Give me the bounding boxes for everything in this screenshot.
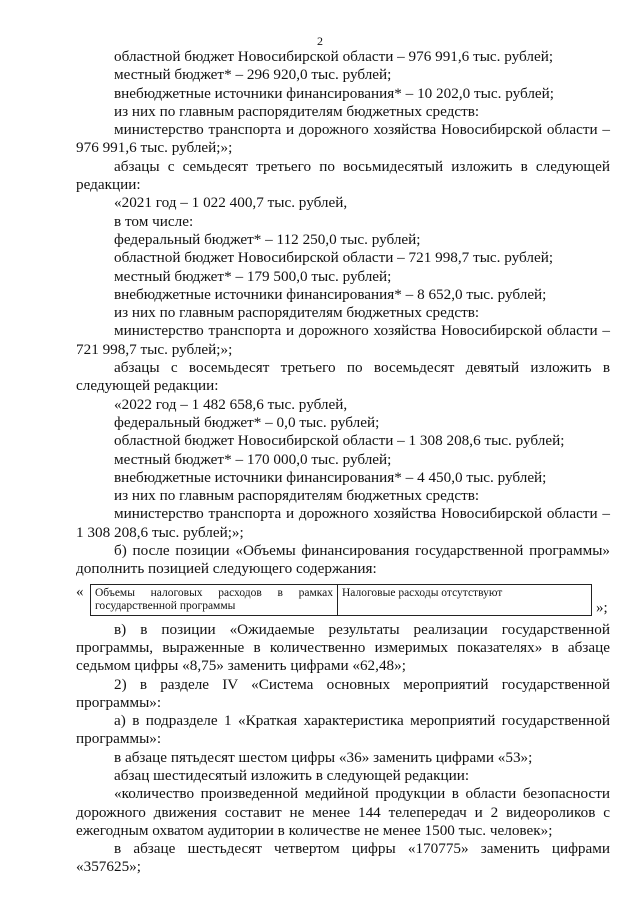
- paragraph: 2) в разделе IV «Система основных мероприятий государственной программы»:: [76, 675, 610, 711]
- inserted-table-row: [76, 584, 610, 616]
- close-quote: »;: [596, 599, 608, 616]
- paragraph: абзац шестидесятый изложить в следующей редакции:: [114, 766, 470, 784]
- paragraph: из них по главным распорядителям бюджетных средств:: [114, 102, 480, 120]
- page-number: 2: [317, 34, 323, 48]
- paragraph: из них по главным распорядителям бюджетных средств:: [114, 487, 480, 505]
- paragraph: б) после позиции «Объемы финансирования государственной программы» дополнить позицией следующего содержания:: [76, 542, 610, 578]
- paragraph: министерство транспорта и дорожного хозяйства Новосибирской области – 1 308 208,6 тыс. рублей;»;: [76, 505, 610, 541]
- paragraph: местный бюджет* – 170 000,0 тыс. рублей;: [114, 450, 392, 468]
- open-quote: «: [76, 583, 84, 600]
- paragraph: областной бюджет Новосибирской области – 976 991,6 тыс. рублей;: [114, 48, 554, 65]
- table-cell-label: Объемы налоговых расходов в рамках государственной программы: [91, 584, 338, 615]
- paragraph: «количество произведенной медийной продукции в области безопасности дорожного движения составит не менее 144 телепередач и 2 видеороликов с ежегодным охватом аудитории в количестве не менее 1500 тыс. человек»;: [76, 785, 610, 839]
- paragraph: в том числе:: [114, 212, 194, 230]
- paragraph: «2022 год – 1 482 658,6 тыс. рублей,: [114, 395, 348, 413]
- paragraph: местный бюджет* – 179 500,0 тыс. рублей;: [114, 267, 392, 285]
- paragraph: абзацы с восемьдесят третьего по восемьдесят девятый изложить в следующей редакции:: [76, 359, 610, 395]
- paragraph: областной бюджет Новосибирской области – 1 308 208,6 тыс. рублей;: [114, 432, 565, 450]
- paragraph: министерство транспорта и дорожного хозяйства Новосибирской области – 976 991,6 тыс. рублей;»;: [76, 121, 610, 157]
- paragraph: абзацы с семьдесят третьего по восьмидесятый изложить в следующей редакции:: [76, 157, 610, 194]
- paragraph: федеральный бюджет* – 0,0 тыс. рублей;: [114, 413, 380, 431]
- paragraph: областной бюджет Новосибирской области – 721 998,7 тыс. рублей;: [114, 249, 554, 267]
- paragraph: внебюджетные источники финансирования* – 10 202,0 тыс. рублей;: [114, 84, 554, 102]
- paragraph: внебюджетные источники финансирования* – 4 450,0 тыс. рублей;: [114, 468, 547, 486]
- paragraph: местный бюджет* – 296 920,0 тыс. рублей;: [114, 66, 392, 84]
- paragraph: в абзаце шестьдесят четвертом цифры «170775» заменить цифрами «357625»;: [76, 840, 610, 876]
- paragraph: «2021 год – 1 022 400,7 тыс. рублей,: [114, 194, 348, 212]
- paragraph: министерство транспорта и дорожного хозяйства Новосибирской области – 721 998,7 тыс. рублей;»;: [76, 322, 610, 358]
- paragraph: в) в позиции «Ожидаемые результаты реализации государственной программы, выраженные в количественно измеримых показателях» в абзаце седьмом цифры «8,75» заменить цифрами «62,48»;: [76, 620, 610, 675]
- paragraph: внебюджетные источники финансирования* – 8 652,0 тыс. рублей;: [114, 285, 547, 303]
- paragraph: в абзаце пятьдесят шестом цифры «36» заменить цифрами «53»;: [114, 748, 533, 766]
- paragraph: из них по главным распорядителям бюджетных средств:: [114, 304, 480, 322]
- paragraph: федеральный бюджет* – 112 250,0 тыс. рублей;: [114, 230, 421, 248]
- document-body: [76, 48, 610, 877]
- table-cell-value: Налоговые расходы отсутствуют: [338, 584, 592, 615]
- financing-table: [90, 584, 592, 616]
- paragraph: а) в подразделе 1 «Краткая характеристика мероприятий государственной программы»:: [76, 712, 610, 748]
- table-row: [91, 584, 592, 615]
